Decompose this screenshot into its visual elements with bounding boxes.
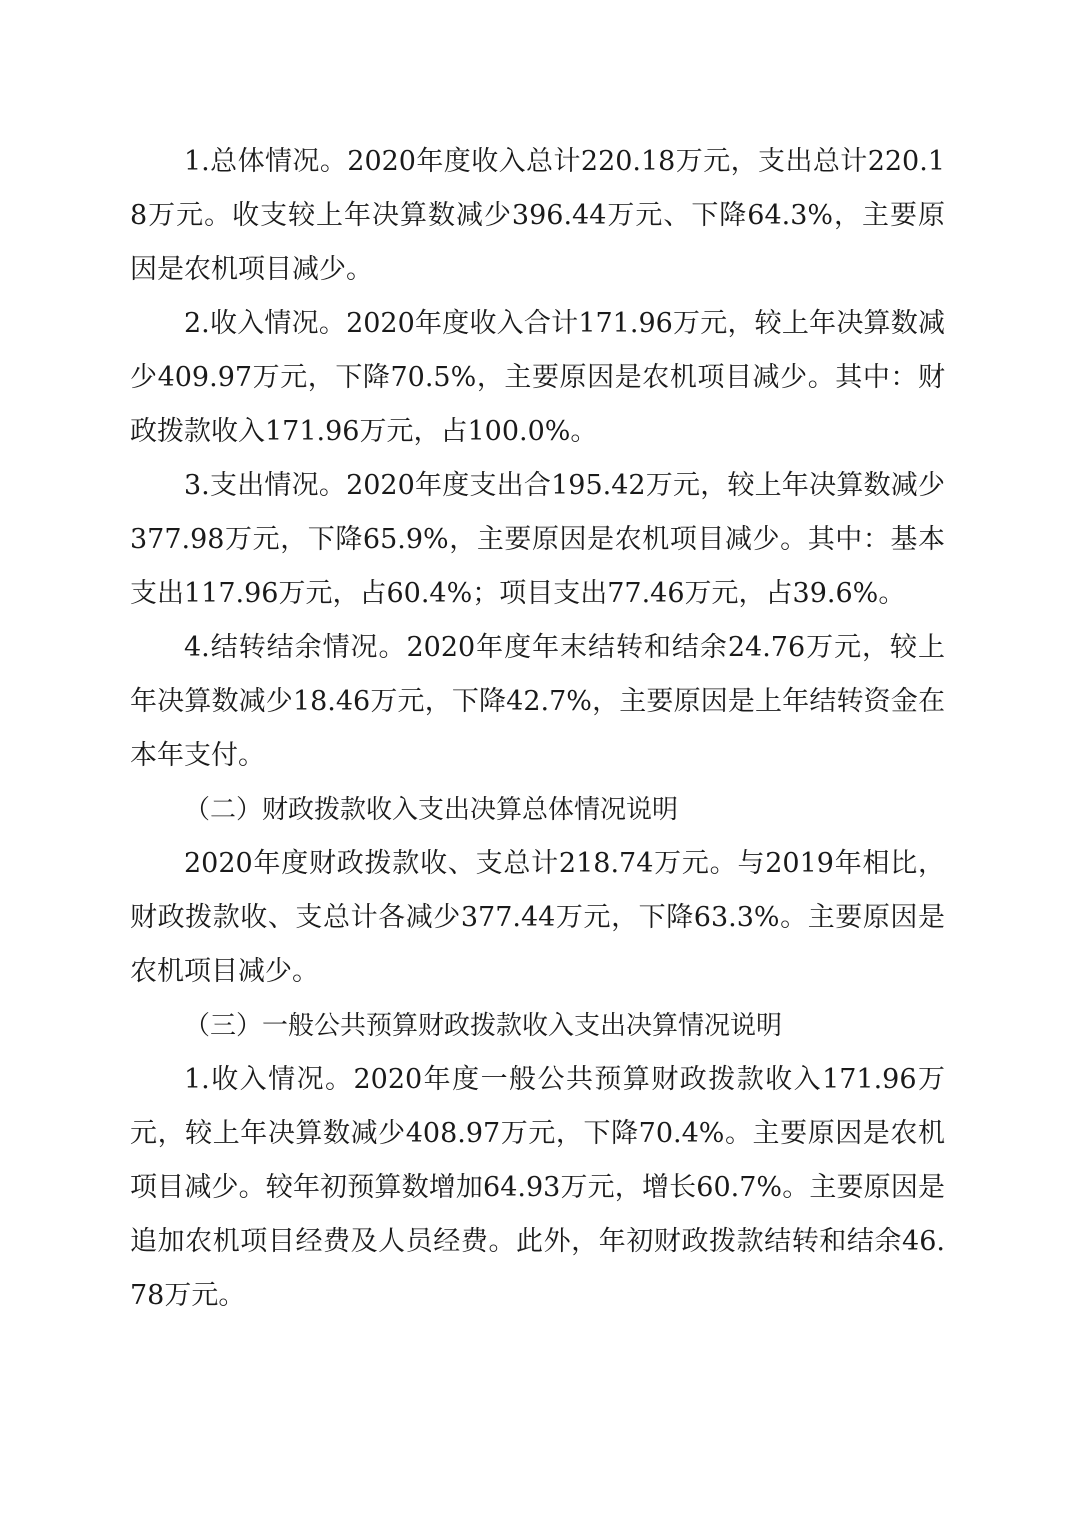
paragraph-fiscal-allocation: 2020年度财政拨款收、支总计218.74万元。与2019年相比，财政拨款收、支总计各减少377.44万元，下降63.3%。主要原因是农机项目减少。 xyxy=(130,848,945,987)
section-heading-2: （二）财政拨款收入支出决算总体情况说明 xyxy=(184,795,679,825)
paragraph-expenditure: 3.支出情况。2020年度支出合195.42万元，较上年决算数减少377.98万元，下降65.9%，主要原因是农机项目减少。其中：基本支出117.96万元，占60.4%；项目支出77.46万元，占39.6%。 xyxy=(130,470,945,609)
paragraph-carryover: 4.结转结余情况。2020年度年末结转和结余24.76万元，较上年决算数减少18.46万元，下降42.7%，主要原因是上年结转资金在本年支付。 xyxy=(130,632,945,771)
section-heading-3: （三）一般公共预算财政拨款收入支出决算情况说明 xyxy=(184,1011,783,1041)
paragraph-general-budget-income: 1.收入情况。2020年度一般公共预算财政拨款收入171.96万元，较上年决算数减少408.97万元，下降70.4%。主要原因是农机项目减少。较年初预算数增加64.93万元，增长60.7%。主要原因是追加农机项目经费及人员经费。此外，年初财政拨款结转和结余46.78万元。 xyxy=(130,1064,945,1311)
paragraph-overall: 1.总体情况。2020年度收入总计220.18万元，支出总计220.18万元。收支较上年决算数减少396.44万元、下降64.3%，主要原因是农机项目减少。 xyxy=(130,146,945,285)
document-body xyxy=(130,135,945,1323)
paragraph-income: 2.收入情况。2020年度收入合计171.96万元，较上年决算数减少409.97万元，下降70.5%，主要原因是农机项目减少。其中：财政拨款收入171.96万元，占100.0%。 xyxy=(130,308,945,447)
